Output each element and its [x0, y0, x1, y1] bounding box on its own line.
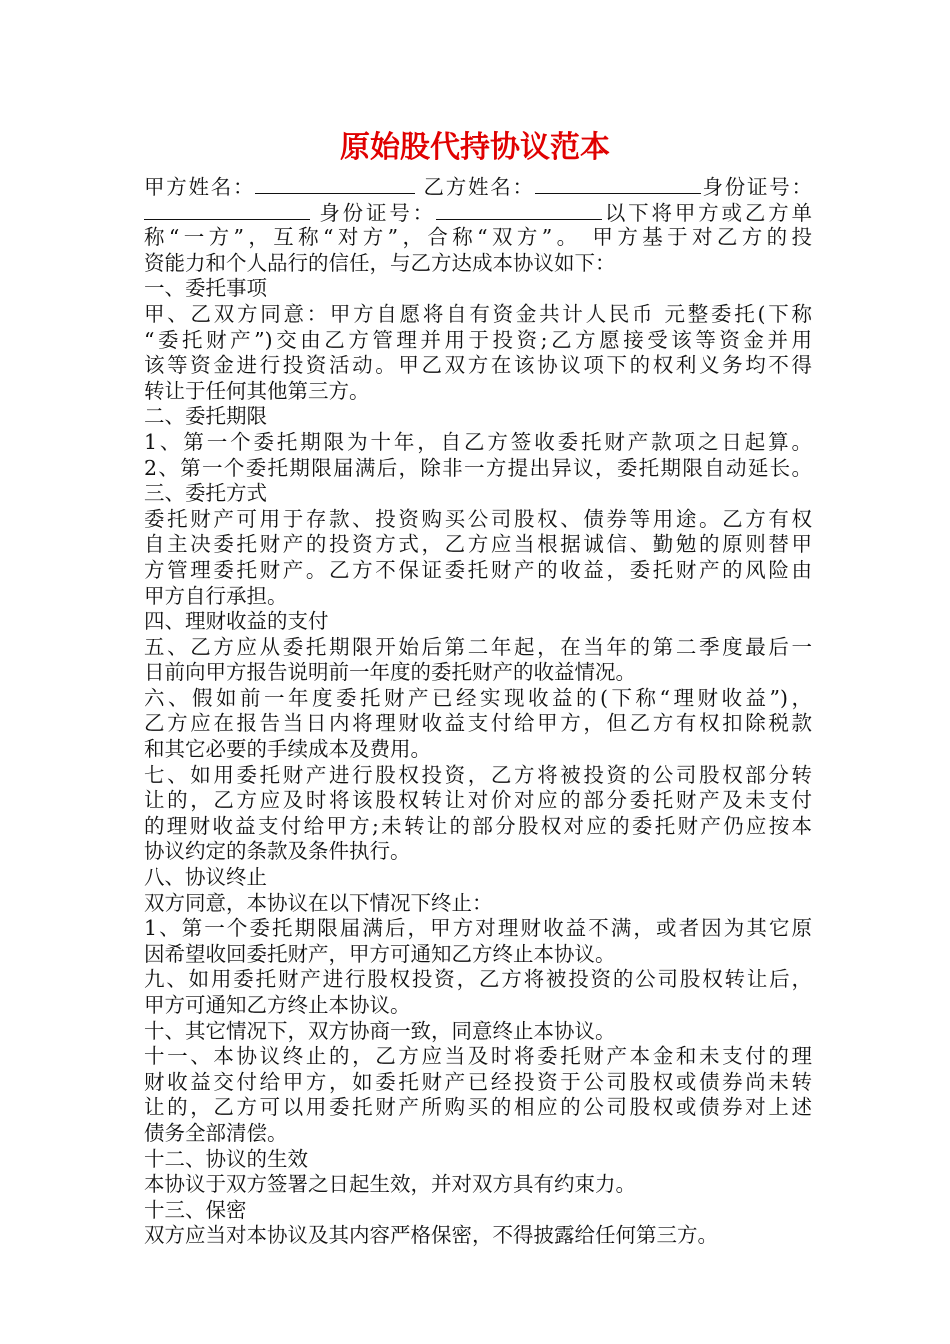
line-text: 债务全部清偿。: [144, 1120, 288, 1145]
line-text: 的理财收益支付给甲方;未转让的部分股权对应的委托财产仍应按本: [144, 813, 812, 838]
body-line: [144, 1147, 812, 1173]
body-line: [144, 276, 812, 302]
body-line: [144, 200, 812, 226]
body-line: [144, 865, 812, 891]
body-line: [144, 839, 812, 865]
line-text: 方管理委托财产。乙方不保证委托财产的收益，委托财产的风险由: [144, 557, 812, 582]
body-line: [144, 609, 812, 635]
line-text: 转让于任何其他第三方。: [144, 378, 370, 403]
body-line: [144, 430, 812, 456]
line-text: 因希望收回委托财产，甲方可通知乙方终止本协议。: [144, 941, 616, 966]
body-line: [144, 558, 812, 584]
body-line: [144, 584, 812, 610]
body-line: [144, 635, 812, 661]
body-line: [144, 481, 812, 507]
body-line: [144, 891, 812, 917]
line-text: 财收益交付给甲方，如委托财产已经投资于公司股权或债券尚未转: [144, 1069, 812, 1094]
body-line: [144, 456, 812, 482]
line-text: 以下将甲方或乙方单: [602, 200, 812, 225]
line-text: 三、委托方式: [144, 481, 267, 506]
body-line: [144, 788, 812, 814]
body-line: [144, 1121, 812, 1147]
line-text: 甲、乙双方同意：甲方自愿将自有资金共计人民币 元整委托(下称: [144, 301, 812, 326]
line-text: 十三、保密: [144, 1197, 247, 1222]
body-line: [144, 711, 812, 737]
body-line: [144, 1070, 812, 1096]
body-line: [144, 302, 812, 328]
line-text: 双方同意，本协议在以下情况下终止：: [144, 890, 493, 915]
body-line: [144, 507, 812, 533]
line-text: 资能力和个人品行的信任，与乙方达成本协议如下：: [144, 250, 616, 275]
body-line: [144, 967, 812, 993]
body-line: [144, 225, 812, 251]
line-text: 协议约定的条款及条件执行。: [144, 839, 411, 864]
line-text: 六、假如前一年度委托财产已经实现收益的(下称“理财收益”)，: [144, 685, 812, 710]
line-text: 本协议于双方签署之日起生效，并对双方具有约束力。: [144, 1172, 636, 1197]
body-line: [144, 379, 812, 405]
line-text: 甲方可通知乙方终止本协议。: [144, 993, 411, 1017]
line-text: 2、第一个委托期限届满后，除非一方提出异议，委托期限自动延长。: [144, 455, 812, 480]
line-text: 委托财产可用于存款、投资购买公司股权、债券等用途。乙方有权: [144, 506, 812, 531]
body-line: [144, 404, 812, 430]
body-line: [144, 814, 812, 840]
line-text: 让的，乙方可以用委托财产所购买的相应的公司股权或债券对上述: [144, 1095, 812, 1120]
line-text: 一、委托事项: [144, 276, 267, 301]
line-text: 双方应当对本协议及其内容严格保密，不得披露给任何第三方。: [144, 1223, 718, 1248]
body-line: [144, 1044, 812, 1070]
body-line: [144, 942, 812, 968]
body-line: [144, 686, 812, 712]
body-line: [144, 916, 812, 942]
body-line: [144, 1019, 812, 1045]
line-text: 和其它必要的手续成本及费用。: [144, 737, 431, 762]
body-line: [144, 737, 812, 763]
line-text: 身份证号：: [310, 200, 437, 225]
body-line: [144, 353, 812, 379]
body-line: [144, 660, 812, 686]
line-text: 甲方姓名：: [144, 175, 256, 199]
body-line: [144, 1095, 812, 1121]
line-text: 四、理财收益的支付: [144, 609, 329, 634]
line-text: 该等资金进行投资活动。甲乙双方在该协议项下的权利义务均不得: [144, 353, 812, 378]
fill-in-blank: [144, 200, 310, 220]
fill-in-blank: [535, 174, 701, 194]
line-text: 乙方姓名：: [415, 175, 535, 199]
line-text: 十二、协议的生效: [144, 1146, 308, 1171]
line-text: 称“一方”，互称“对方”，合称“双方”。 甲方基于对乙方的投: [144, 225, 812, 250]
body-line: [144, 763, 812, 789]
document-title: 原始股代持协议范本: [340, 130, 610, 165]
body-line: [144, 328, 812, 354]
body-line: [144, 1223, 812, 1249]
line-text: 十一、本协议终止的，乙方应当及时将委托财产本金和未支付的理: [144, 1044, 812, 1069]
fill-in-blank: [255, 174, 415, 194]
line-text: 自主决委托财产的投资方式，乙方应当根据诚信、勤勉的原则替甲: [144, 532, 812, 557]
line-text: 二、委托期限: [144, 404, 267, 429]
line-text: 十、其它情况下，双方协商一致，同意终止本协议。: [144, 1018, 616, 1043]
line-text: 九、如用委托财产进行股权投资，乙方将被投资的公司股权转让后，: [144, 967, 812, 992]
body-line: [144, 993, 812, 1019]
line-text: 身份证号：: [700, 175, 812, 199]
line-text: 日前向甲方报告说明前一年度的委托财产的收益情况。: [144, 660, 636, 685]
body-line: [144, 251, 812, 277]
line-text: 1、第一个委托期限为十年，自乙方签收委托财产款项之日起算。: [144, 429, 812, 454]
line-text: 八、协议终止: [144, 865, 267, 890]
body-line: [144, 1198, 812, 1224]
line-text: 让的，乙方应及时将该股权转让对价对应的部分委托财产及未支付: [144, 788, 812, 813]
line-text: 1、第一个委托期限届满后，甲方对理财收益不满，或者因为其它原: [144, 916, 812, 941]
line-text: “委托财产”)交由乙方管理并用于投资;乙方愿接受该等资金并用: [144, 327, 812, 352]
body-line: [144, 174, 812, 200]
line-text: 甲方自行承担。: [144, 583, 288, 608]
line-text: 五、乙方应从委托期限开始后第二年起，在当年的第二季度最后一: [144, 634, 812, 659]
body-line: [144, 1172, 812, 1198]
fill-in-blank: [436, 200, 602, 220]
line-text: 乙方应在报告当日内将理财收益支付给甲方，但乙方有权扣除税款: [144, 711, 812, 736]
document-body: [144, 174, 812, 1249]
line-text: 七、如用委托财产进行股权投资，乙方将被投资的公司股权部分转: [144, 762, 812, 787]
body-line: [144, 532, 812, 558]
